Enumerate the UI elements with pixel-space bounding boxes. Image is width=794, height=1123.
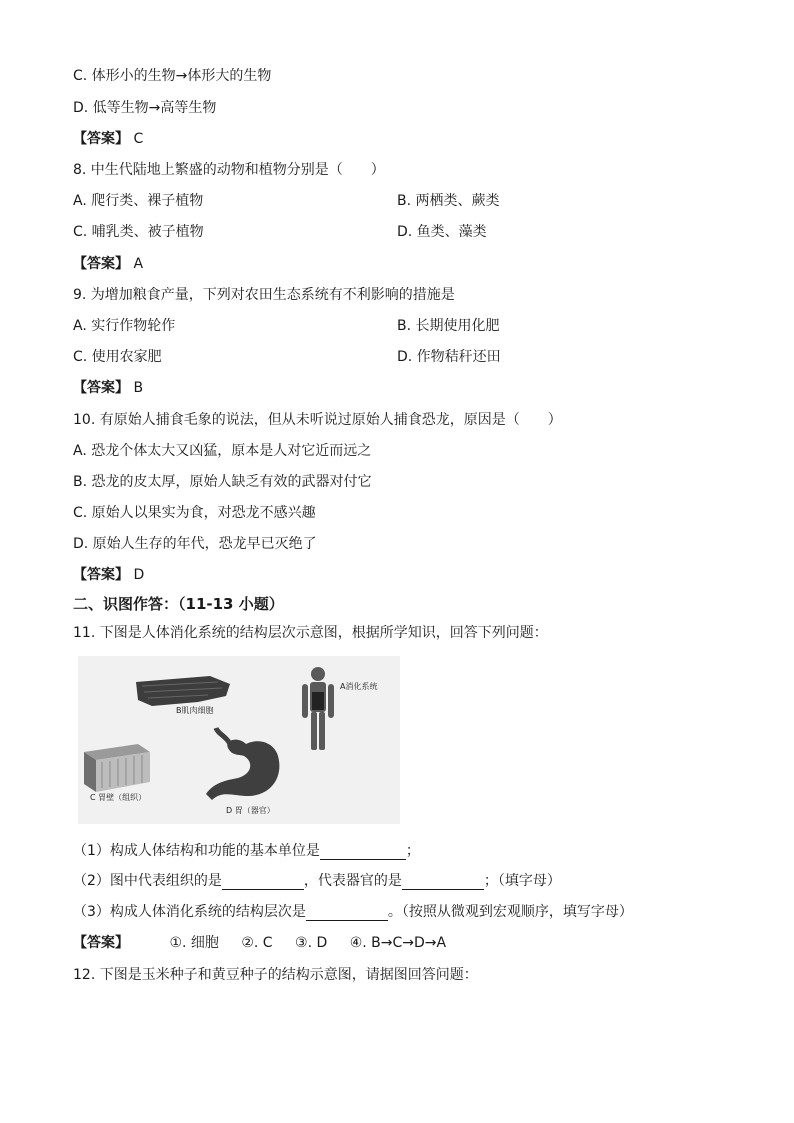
q10-question: 10. 有原始人捕食毛象的说法，但从未听说过原始人捕食恐龙，原因是（ ）	[73, 412, 562, 428]
answer-tag: 【答案】	[73, 567, 129, 583]
answer-tag: 【答案】	[73, 380, 129, 396]
answer-blank-1[interactable]	[320, 845, 406, 860]
q9-option-a: A. 实行作物轮作	[73, 318, 176, 334]
answer-item-3: ③. D	[295, 935, 328, 951]
q7-answer	[73, 130, 143, 148]
answer-blank-2[interactable]	[222, 875, 304, 890]
stomach-image	[206, 740, 279, 800]
q10-option-c: C. 原始人以果实为食，对恐龙不感兴趣	[73, 505, 316, 521]
q9-option-b: B. 长期使用化肥	[397, 318, 500, 334]
q11-sub1	[73, 842, 420, 860]
figure-label-b: B肌肉细胞	[176, 706, 214, 715]
sub2-mid: ，代表器官的是	[303, 873, 402, 889]
q8-answer	[73, 255, 143, 273]
q9-option-c: C. 使用农家肥	[73, 349, 162, 365]
answer-value: D	[133, 567, 145, 583]
q10-option-d: D. 原始人生存的年代，恐龙早已灭绝了	[73, 536, 317, 552]
q7-option-d: D. 低等生物→高等生物	[73, 100, 217, 116]
q11-question: 11. 下图是人体消化系统的结构层次示意图，根据所学知识，回答下列问题：	[73, 625, 548, 641]
sub1-prefix: （1）构成人体结构和功能的基本单位是	[73, 843, 320, 859]
q11-sub2	[73, 872, 561, 890]
q8-question: 8. 中生代陆地上繁盛的动物和植物分别是（ ）	[73, 162, 385, 178]
digestive-system-figure	[78, 656, 400, 824]
sub2-prefix: （2）图中代表组织的是	[73, 873, 222, 889]
sub2-suffix: ；（填字母）	[483, 873, 561, 889]
answer-tag: 【答案】	[73, 131, 129, 147]
answer-blank-4[interactable]	[306, 906, 388, 921]
answer-item-2: ②. C	[241, 935, 273, 951]
answer-value: B	[133, 380, 144, 396]
figure-label-a: A消化系统	[340, 682, 378, 691]
q10-option-a: A. 恐龙个体太大又凶猛，原本是人对它近而远之	[73, 443, 372, 459]
q12-question: 12. 下图是玉米种子和黄豆种子的结构示意图，请据图回答问题：	[73, 967, 478, 983]
figure-label-d: D 胃（器官）	[226, 806, 275, 815]
answer-item-1: ①. 细胞	[169, 935, 219, 951]
q11-answer	[73, 934, 446, 952]
answer-blank-3[interactable]	[402, 875, 484, 890]
sub3-prefix: （3）构成人体消化系统的结构层次是	[73, 904, 306, 920]
answer-value: A	[133, 256, 144, 272]
q8-option-a: A. 爬行类、裸子植物	[73, 193, 204, 209]
section-title: 二、识图作答：（11-13 小题）	[73, 595, 284, 613]
answer-tag: 【答案】	[73, 256, 129, 272]
figure-label-c: C 胃壁（组织）	[90, 793, 147, 802]
sub3-suffix: 。（按照从微观到宏观顺序，填写字母）	[387, 904, 633, 920]
q9-question: 9. 为增加粮食产量，下列对农田生态系统有不利影响的措施是	[73, 287, 455, 303]
q8-option-b: B. 两栖类、蕨类	[397, 193, 500, 209]
q10-option-b: B. 恐龙的皮太厚，原始人缺乏有效的武器对付它	[73, 474, 372, 490]
answer-tag: 【答案】	[73, 935, 129, 951]
q8-option-c: C. 哺乳类、被子植物	[73, 224, 204, 240]
sub1-suffix: ；	[405, 843, 420, 859]
q10-answer	[73, 566, 144, 584]
answer-item-4: ④. B→C→D→A	[349, 935, 447, 951]
tissue-block-image	[84, 744, 150, 792]
q9-answer	[73, 379, 143, 397]
answer-value: C	[133, 131, 144, 147]
q7-option-c: C. 体形小的生物→体形大的生物	[73, 68, 272, 84]
q11-sub3	[73, 903, 633, 921]
muscle-cell-image	[136, 676, 230, 706]
q8-option-d: D. 鱼类、藻类	[397, 224, 487, 240]
q9-option-d: D. 作物秸秆还田	[397, 349, 501, 365]
